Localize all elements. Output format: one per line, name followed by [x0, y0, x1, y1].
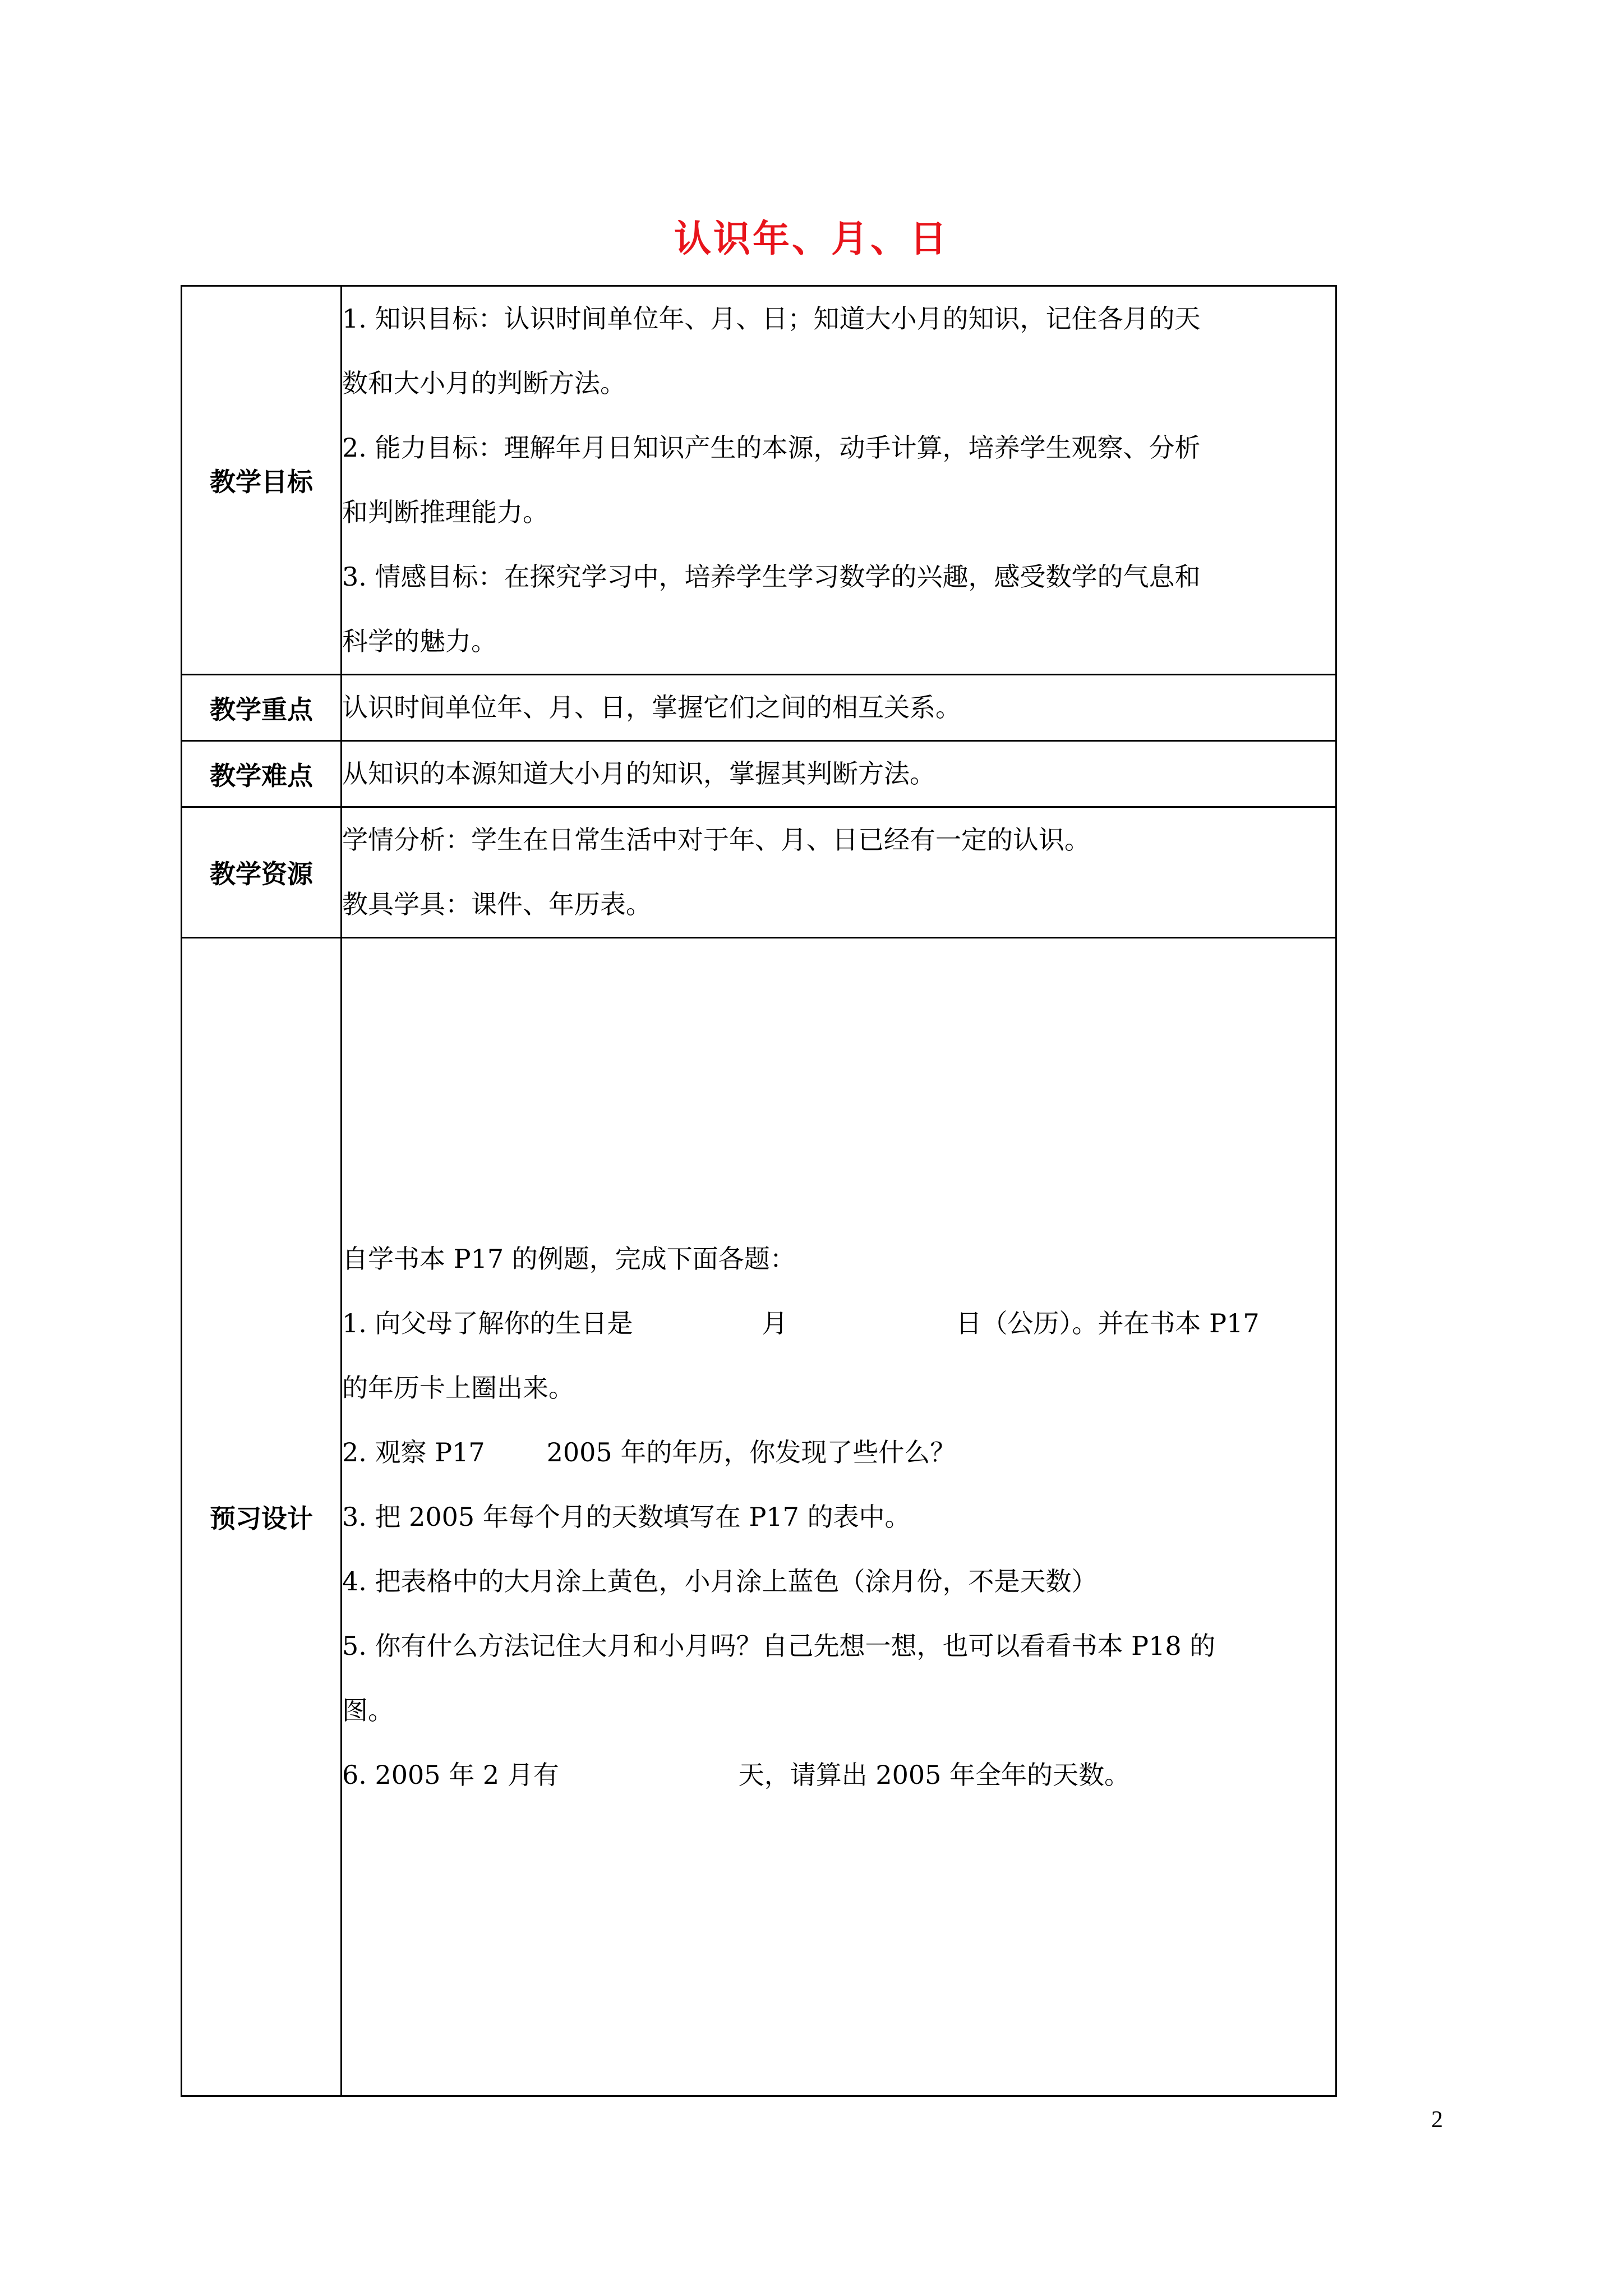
q2-part-b: 2005 年的年历，你发现了些什么？	[546, 1437, 956, 1467]
table-row-objectives	[182, 286, 1336, 675]
objectives-line-4: 和判断推理能力。	[342, 497, 548, 527]
preview-q4: 4. 把表格中的大月涂上黄色，小月涂上蓝色（涂月份，不是天数）	[342, 1566, 1098, 1596]
row-label-objectives: 教学目标	[182, 286, 342, 675]
objectives-line-3: 2. 能力目标：理解年月日知识产生的本源，动手计算，培养学生观察、分析	[342, 432, 1201, 463]
preview-q6	[342, 1743, 1335, 1807]
q6-part-a: 6. 2005 年 2 月有	[342, 1759, 559, 1790]
row-label-resources: 教学资源	[182, 807, 342, 938]
table-row-key-points	[182, 675, 1336, 741]
preview-q5: 5. 你有什么方法记住大月和小月吗？自己先想一想，也可以看看书本 P18 的	[342, 1630, 1216, 1661]
key-points-line-1: 认识时间单位年、月、日，掌握它们之间的相互关系。	[342, 692, 961, 723]
resources-content	[342, 807, 1336, 938]
resources-line-2: 教具学具：课件、年历表。	[342, 889, 652, 919]
row-label-difficulties: 教学难点	[182, 741, 342, 807]
document-title: 认识年、月、日	[674, 217, 949, 260]
objectives-content	[342, 286, 1336, 675]
preview-content	[342, 938, 1336, 2096]
preview-intro: 自学书本 P17 的例题，完成下面各题：	[342, 1243, 796, 1274]
q6-part-b: 天，请算出 2005 年全年的天数。	[738, 1759, 1131, 1790]
preview-q1	[342, 1291, 1335, 1356]
lesson-plan-table	[181, 285, 1337, 2097]
key-points-content	[342, 675, 1336, 741]
table-row-preview	[182, 938, 1336, 2096]
q1-part-b: 月	[762, 1308, 788, 1338]
table-row-resources	[182, 807, 1336, 938]
q2-part-a: 2. 观察 P17	[342, 1437, 485, 1467]
resources-line-1: 学情分析：学生在日常生活中对于年、月、日已经有一定的认识。	[342, 825, 1090, 855]
difficulties-line-1: 从知识的本源知道大小月的知识，掌握其判断方法。	[342, 758, 935, 789]
q1-part-c: 日（公历）。并在书本 P17	[956, 1308, 1260, 1338]
objectives-line-5: 3. 情感目标：在探究学习中，培养学生学习数学的兴趣，感受数学的气息和	[342, 562, 1201, 592]
row-label-preview: 预习设计	[182, 938, 342, 2096]
objectives-line-6: 科学的魅力。	[342, 626, 497, 656]
page-number: 2	[1431, 2107, 1443, 2133]
preview-q5-cont: 图。	[342, 1695, 394, 1726]
objectives-line-1: 1. 知识目标：认识时间单位年、月、日；知道大小月的知识，记住各月的天	[342, 303, 1201, 334]
table-row-difficulties	[182, 741, 1336, 807]
objectives-line-2: 数和大小月的判断方法。	[342, 368, 626, 398]
preview-q3: 3. 把 2005 年每个月的天数填写在 P17 的表中。	[342, 1501, 911, 1532]
difficulties-content	[342, 741, 1336, 807]
row-label-key-points: 教学重点	[182, 675, 342, 741]
q1-part-a: 1. 向父母了解你的生日是	[342, 1308, 633, 1338]
preview-q1-cont: 的年历卡上圈出来。	[342, 1372, 574, 1403]
preview-q2	[342, 1420, 1335, 1485]
